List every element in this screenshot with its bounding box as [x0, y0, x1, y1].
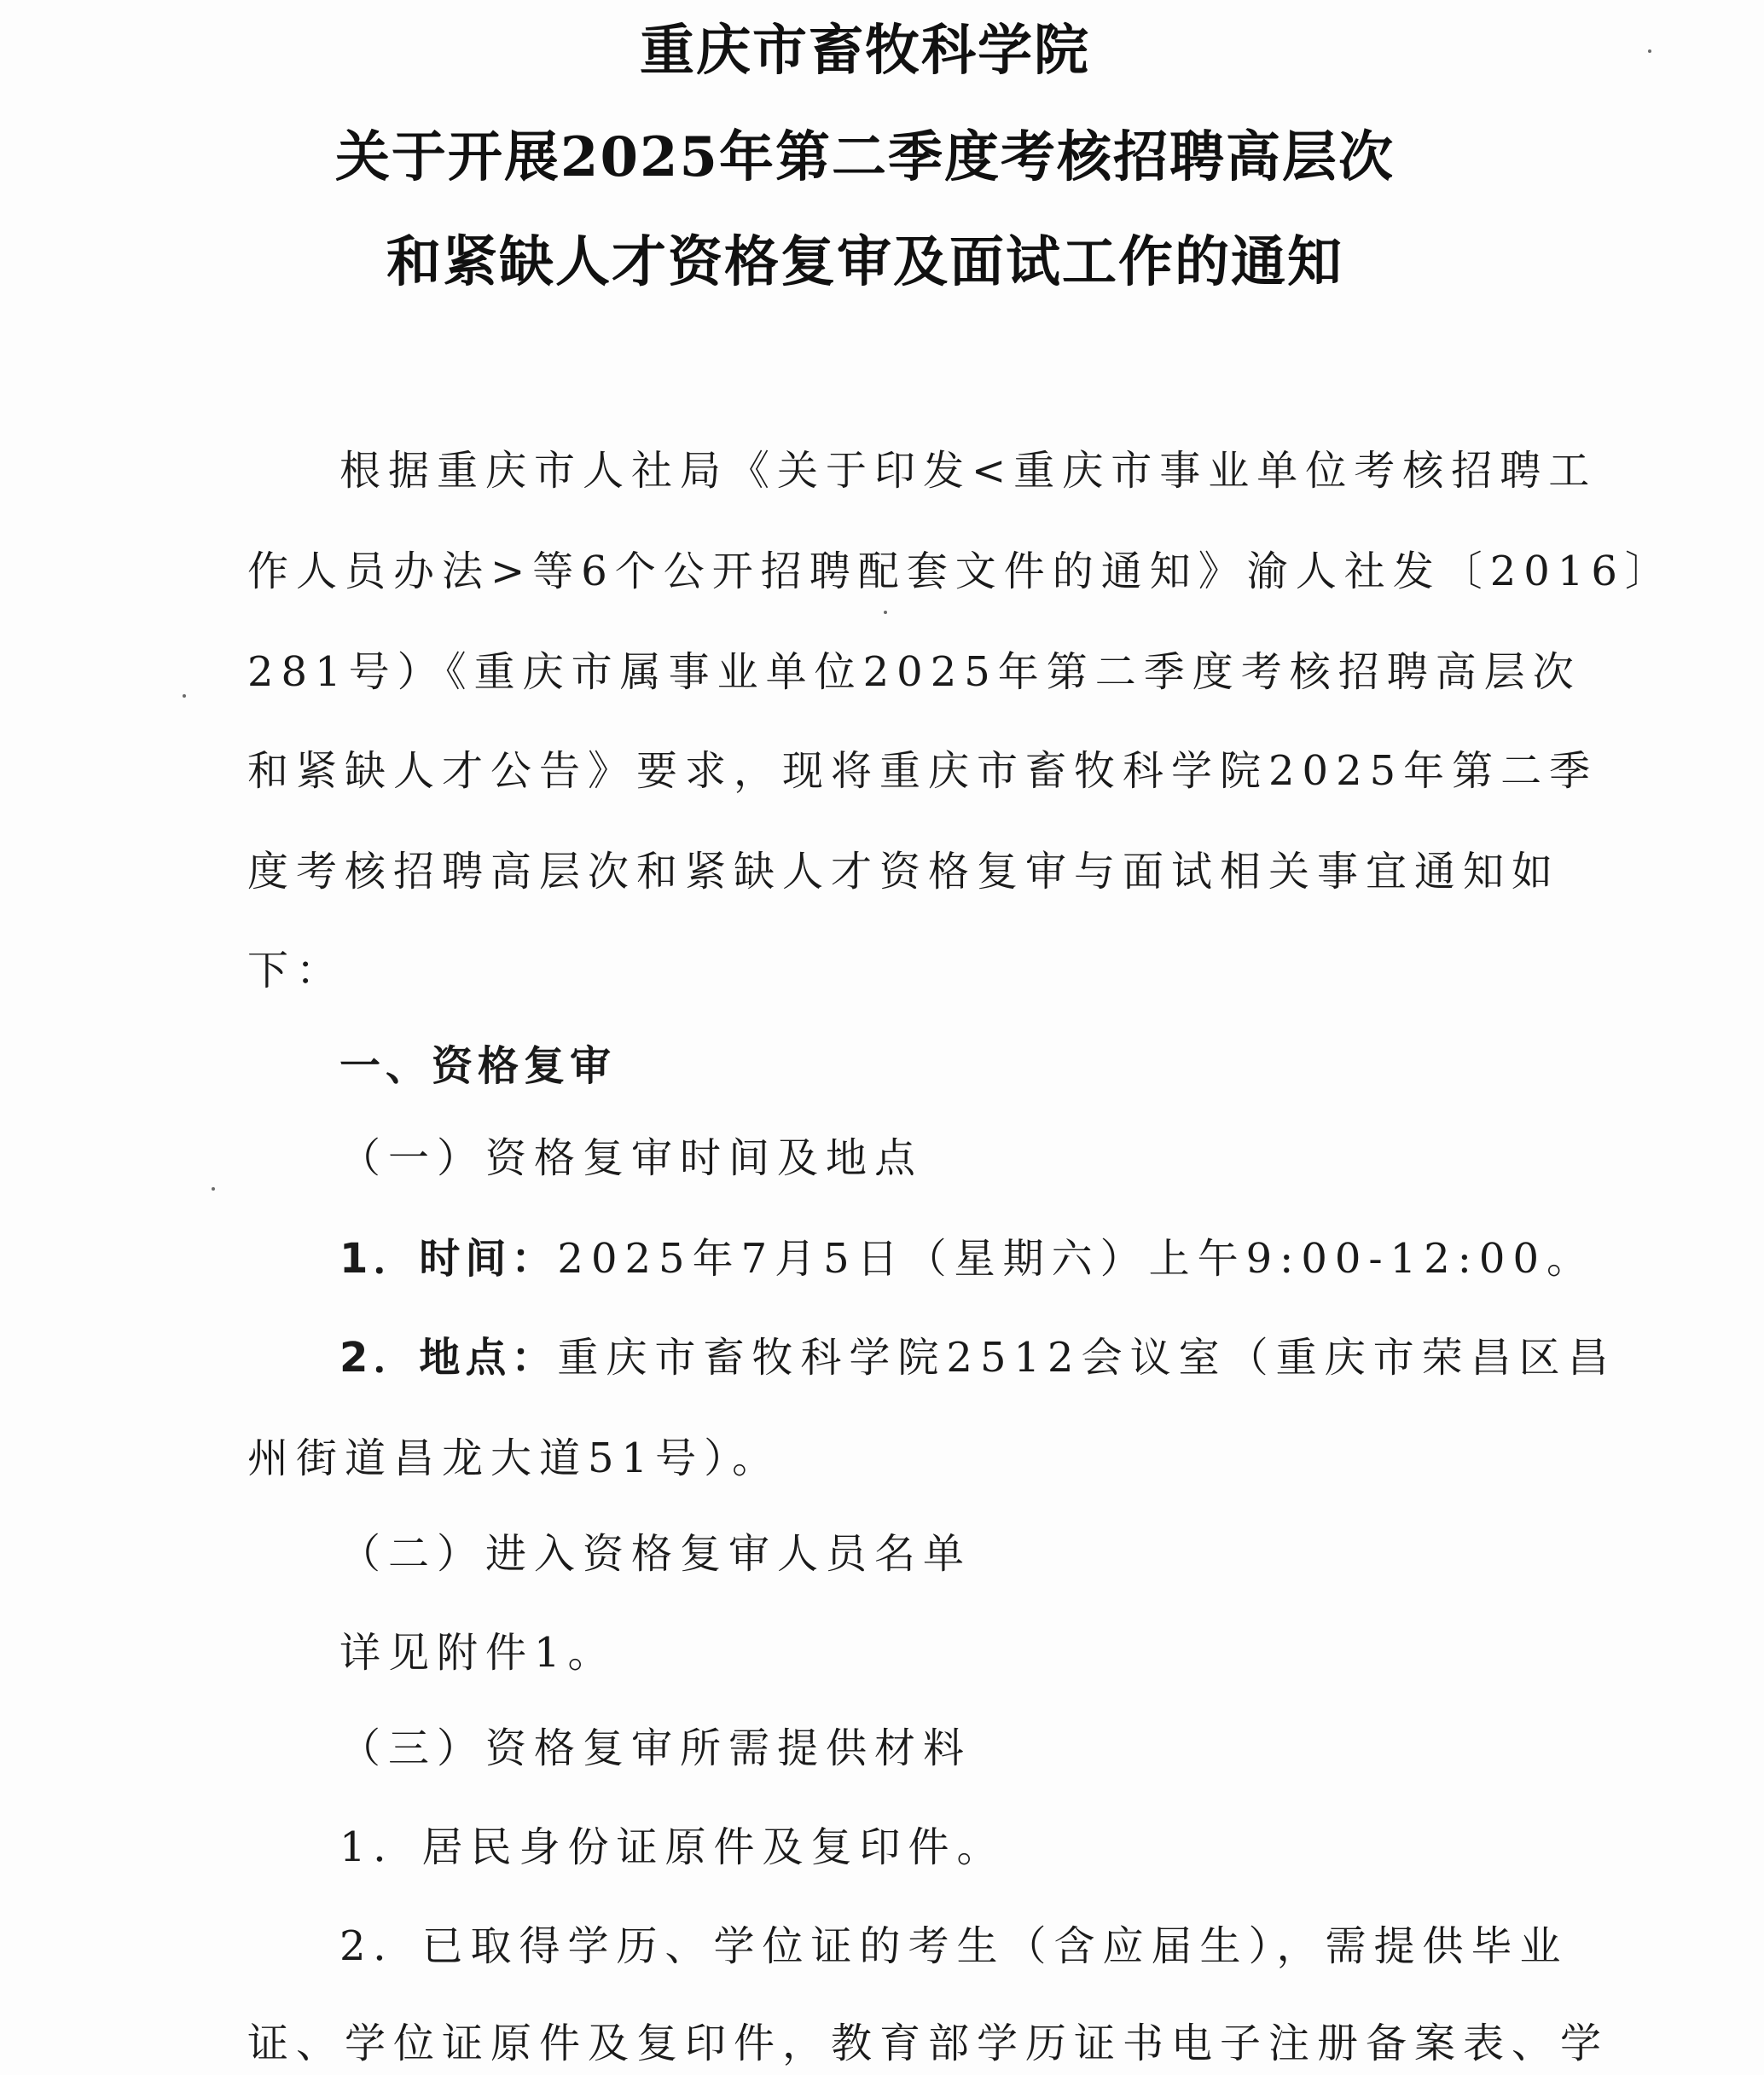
- material-2-line-2: 证、学位证原件及复印件，教育部学历证书电子注册备案表、学: [247, 2020, 1610, 2067]
- intro-line-4: 和紧缺人才公告》要求，现将重庆市畜牧科学院2025年第二季: [247, 747, 1599, 795]
- document-title-line-1: 重庆市畜牧科学院: [640, 19, 1090, 83]
- subsection-2-body: 详见附件1。: [339, 1629, 617, 1677]
- place-line-1: [339, 1334, 1619, 1382]
- intro-line-3: 281号）《重庆市属事业单位2025年第二季度考核招聘高层次: [247, 648, 1581, 696]
- intro-line-6: 下：: [247, 947, 345, 994]
- time-value: 2025年7月5日（星期六）上午9:00-12:00。: [557, 1235, 1595, 1283]
- intro-line-2: 作人员办法>等6个公开招聘配套文件的通知》渝人社发〔2016〕: [247, 548, 1674, 595]
- place-label: 2．地点：: [339, 1334, 558, 1382]
- intro-line-5: 度考核招聘高层次和紧缺人才资格复审与面试相关事宜通知如: [247, 848, 1561, 895]
- section-1-heading: 一、资格复审: [339, 1042, 617, 1090]
- subsection-1-heading: （一）资格复审时间及地点: [339, 1134, 924, 1182]
- subsection-3-heading: （三）资格复审所需提供材料: [339, 1724, 972, 1772]
- scan-speck: [884, 611, 887, 614]
- document-title-line-3: 和紧缺人才资格复审及面试工作的通知: [386, 230, 1343, 294]
- place-line-2: 州街道昌龙大道51号）。: [247, 1435, 781, 1482]
- material-2-line-1: 2．已取得学历、学位证的考生（含应届生），需提供毕业: [339, 1922, 1569, 1970]
- intro-line-1: 根据重庆市人社局《关于印发<重庆市事业单位考核招聘工: [339, 447, 1598, 495]
- scan-speck: [183, 694, 186, 698]
- time-line: [339, 1235, 1619, 1283]
- material-1: 1．居民身份证原件及复印件。: [339, 1823, 1006, 1871]
- time-label: 1．时间：: [339, 1235, 558, 1283]
- subsection-2-heading: （二）进入资格复审人员名单: [339, 1530, 972, 1578]
- place-value-1: 重庆市畜牧科学院2512会议室（重庆市荣昌区昌: [557, 1334, 1616, 1382]
- scan-speck: [212, 1187, 215, 1191]
- document-title-line-2: 关于开展2025年第二季度考核招聘高层次: [334, 125, 1396, 189]
- scan-speck: [1648, 49, 1651, 53]
